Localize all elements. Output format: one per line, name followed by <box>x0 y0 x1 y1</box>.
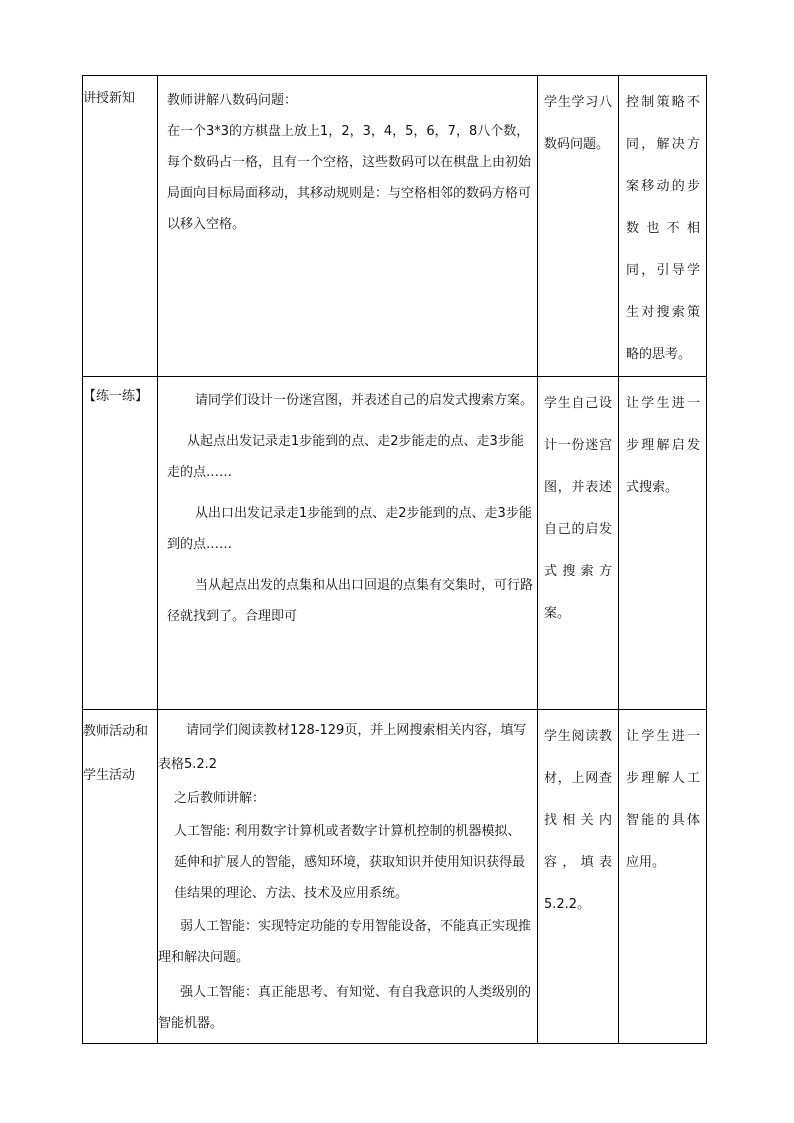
content-paragraph: 教师讲解八数码问题： <box>167 93 298 108</box>
student-activity: 学生学习八数码问题。 <box>544 95 612 152</box>
design-purpose: 让学生进一步理解启发式搜索。 <box>626 396 700 495</box>
student-activity-cell <box>538 377 619 710</box>
content-cell <box>158 710 538 1044</box>
student-activity-cell <box>538 76 619 377</box>
lesson-plan-table <box>82 75 707 1044</box>
content-paragraph: 从起点出发记录走1步能到的点、走2步能走的点、走3步能走的点…… <box>167 434 524 480</box>
student-activity-cell <box>538 710 619 1044</box>
content-paragraph: 当从起点出发的点集和从出口回退的点集有交集时，可行路径就找到了。合理即可 <box>167 578 534 624</box>
content-paragraph: 请同学们设计一份迷宫图，并表述自己的启发式搜索方案。 <box>195 393 534 408</box>
student-activity: 学生自己设计一份迷宫图，并表述自己的启发式搜索方案。 <box>544 396 612 621</box>
row-label-cell <box>83 710 158 1044</box>
content-paragraph: 人工智能: 利用数字计算机或者数字计算机控制的机器模拟、延伸和扩展人的智能，感知环境，获取知识并使用知识获得最佳结果的理论、方法、技术及应用系统。 <box>174 824 526 901</box>
design-purpose: 让学生进一步理解人工智能的具体应用。 <box>626 729 700 870</box>
content-cell <box>158 377 538 710</box>
content-paragraph: 强人工智能：真正能思考、有知觉、有自我意识的人类级别的智能机器。 <box>158 985 532 1031</box>
table-row <box>83 377 707 710</box>
row-label-cell <box>83 76 158 377</box>
row-label: 教师活动和学生活动 <box>83 724 149 783</box>
purpose-cell <box>619 76 707 377</box>
row-label-cell <box>83 377 158 710</box>
content-paragraph: 之后教师讲解： <box>174 791 266 806</box>
purpose-cell <box>619 377 707 710</box>
content-paragraph: 在一个3*3的方棋盘上放上1，2，3，4，5，6，7，8八个数，每个数码占一格，且有一个空格，这些数码可以在棋盘上由初始局面向目标局面移动，其移动规则是：与空格相邻的数码方格可以移入空格。 <box>167 124 532 232</box>
table-row <box>83 710 707 1044</box>
row-label: 讲授新知 <box>83 91 136 106</box>
table-row <box>83 76 707 377</box>
design-purpose: 控制策略不同，解决方案移动的步数也不相同，引导学生对搜索策略的思考。 <box>626 95 700 362</box>
content-paragraph: 请同学们阅读教材128-129页，并上网搜索相关内容，填写表格5.2.2 <box>158 723 527 772</box>
content-cell <box>158 76 538 377</box>
content-paragraph: 从出口出发记录走1步能到的点、走2步能到的点、走3步能到的点…… <box>167 506 532 552</box>
student-activity: 学生阅读教材，上网查找相关内容，填表5.2.2。 <box>544 729 612 912</box>
row-label: 【练一练】 <box>83 389 149 404</box>
purpose-cell <box>619 710 707 1044</box>
content-paragraph: 弱人工智能：实现特定功能的专用智能设备，不能真正实现推理和解决问题。 <box>158 919 532 965</box>
